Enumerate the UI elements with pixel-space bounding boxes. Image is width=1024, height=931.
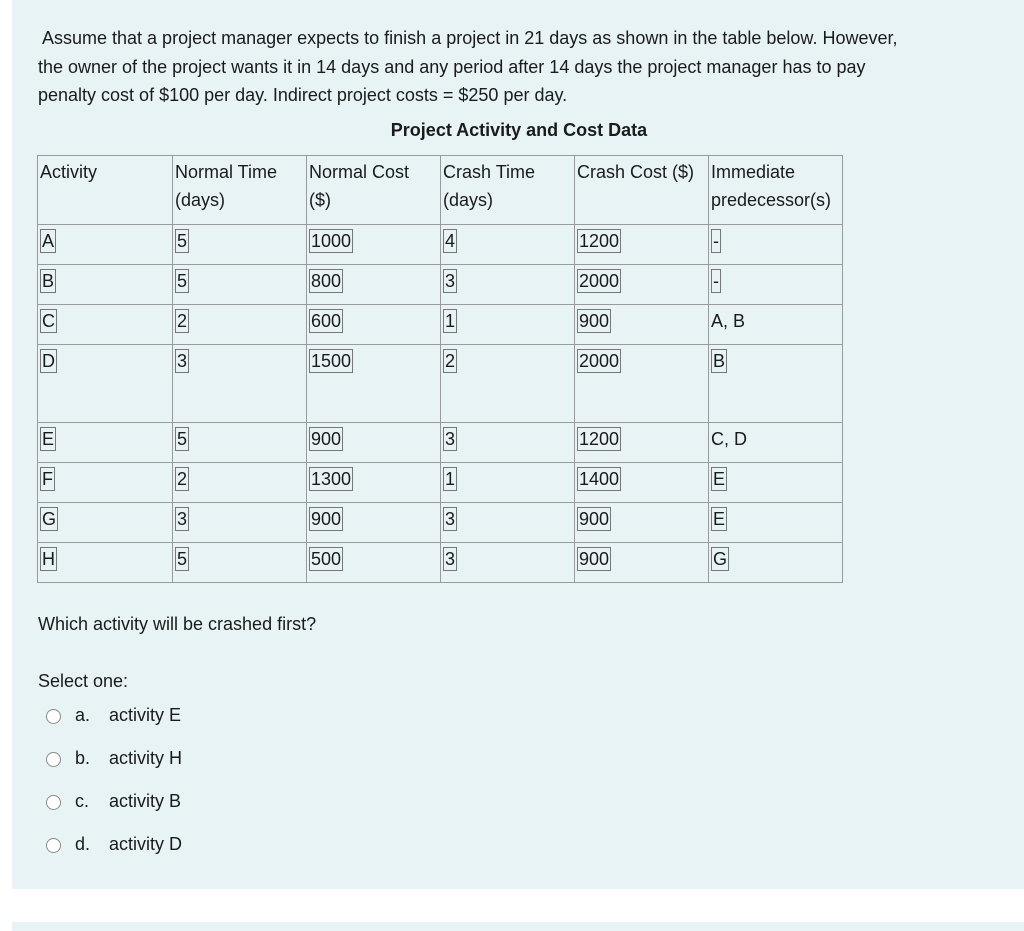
cell-predecessors: C, D: [709, 423, 843, 463]
cell-normal-time: 5: [173, 543, 307, 583]
option-b[interactable]: [46, 748, 182, 791]
cell-predecessors: -: [709, 265, 843, 305]
cell-normal-time: 5: [173, 423, 307, 463]
table-header-row: [38, 156, 843, 225]
question-prompt: Which activity will be crashed first?: [38, 614, 317, 634]
option-d[interactable]: [46, 834, 182, 877]
cell-normal-time: 3: [173, 503, 307, 543]
option-letter: b.: [75, 748, 91, 768]
header-activity: Activity: [38, 156, 173, 225]
option-letter: d.: [75, 834, 91, 854]
cell-activity: F: [38, 463, 173, 503]
cell-crash-cost: 1200: [575, 423, 709, 463]
cell-crash-cost: 2000: [575, 265, 709, 305]
cell-predecessors: E: [709, 463, 843, 503]
option-letter: c.: [75, 791, 90, 811]
table-row: [38, 345, 843, 423]
option-label: activity B: [109, 791, 182, 811]
cell-normal-time: 5: [173, 225, 307, 265]
cell-activity: H: [38, 543, 173, 583]
cell-crash-cost: 1200: [575, 225, 709, 265]
cell-crash-cost: 2000: [575, 345, 709, 423]
cell-normal-cost: 500: [307, 543, 441, 583]
option-label: activity E: [109, 705, 182, 725]
radio-button[interactable]: [46, 838, 61, 853]
cell-normal-cost: 1000: [307, 225, 441, 265]
cell-crash-time: 2: [441, 345, 575, 423]
cell-activity: G: [38, 503, 173, 543]
cell-activity: D: [38, 345, 173, 423]
radio-button[interactable]: [46, 795, 61, 810]
cell-activity: A: [38, 225, 173, 265]
header-crash-cost: Crash Cost ($): [575, 156, 709, 225]
cell-normal-cost: 1500: [307, 345, 441, 423]
next-question-card: [12, 922, 1024, 931]
table-row: [38, 543, 843, 583]
cell-crash-cost: 900: [575, 503, 709, 543]
cell-crash-time: 4: [441, 225, 575, 265]
activity-cost-table: [37, 155, 843, 583]
option-c[interactable]: [46, 791, 182, 834]
cell-predecessors: A, B: [709, 305, 843, 345]
radio-button[interactable]: [46, 709, 61, 724]
table-row: [38, 423, 843, 463]
cell-normal-cost: 600: [307, 305, 441, 345]
cell-normal-time: 2: [173, 463, 307, 503]
cell-activity: B: [38, 265, 173, 305]
cell-normal-time: 3: [173, 345, 307, 423]
table-row: [38, 265, 843, 305]
answer-options: [46, 705, 182, 877]
header-predecessors: Immediate predecessor(s): [709, 156, 843, 225]
cell-normal-time: 2: [173, 305, 307, 345]
cell-predecessors: B: [709, 345, 843, 423]
header-crash-time: Crash Time (days): [441, 156, 575, 225]
cell-predecessors: -: [709, 225, 843, 265]
cell-crash-time: 3: [441, 423, 575, 463]
option-letter: a.: [75, 705, 91, 725]
cell-crash-time: 1: [441, 305, 575, 345]
cell-normal-time: 5: [173, 265, 307, 305]
table-row: [38, 305, 843, 345]
option-label: activity D: [109, 834, 183, 854]
option-label: activity H: [109, 748, 183, 768]
table-row: [38, 463, 843, 503]
cell-normal-cost: 900: [307, 503, 441, 543]
table-row: [38, 503, 843, 543]
cell-predecessors: G: [709, 543, 843, 583]
cell-activity: C: [38, 305, 173, 345]
header-normal-cost: Normal Cost ($): [307, 156, 441, 225]
cell-crash-time: 3: [441, 265, 575, 305]
table-row: [38, 225, 843, 265]
radio-button[interactable]: [46, 752, 61, 767]
cell-crash-cost: 1400: [575, 463, 709, 503]
table-title: Project Activity and Cost Data: [390, 120, 648, 140]
cell-crash-time: 3: [441, 503, 575, 543]
select-one-label: Select one:: [38, 671, 129, 691]
cell-normal-cost: 800: [307, 265, 441, 305]
option-a[interactable]: [46, 705, 182, 748]
question-text: Assume that a project manager expects to finish a project in 21 days as shown in the table below. However, the owner of the project wants it in 14 days and any period after 14 days the project manager has to pay penalty cost of $100 per day. Indirect project costs = $250 per day.: [38, 28, 898, 105]
header-normal-time: Normal Time (days): [173, 156, 307, 225]
cell-crash-time: 1: [441, 463, 575, 503]
cell-normal-cost: 900: [307, 423, 441, 463]
cell-crash-cost: 900: [575, 543, 709, 583]
cell-crash-cost: 900: [575, 305, 709, 345]
cell-crash-time: 3: [441, 543, 575, 583]
cell-normal-cost: 1300: [307, 463, 441, 503]
cell-activity: E: [38, 423, 173, 463]
cell-predecessors: E: [709, 503, 843, 543]
